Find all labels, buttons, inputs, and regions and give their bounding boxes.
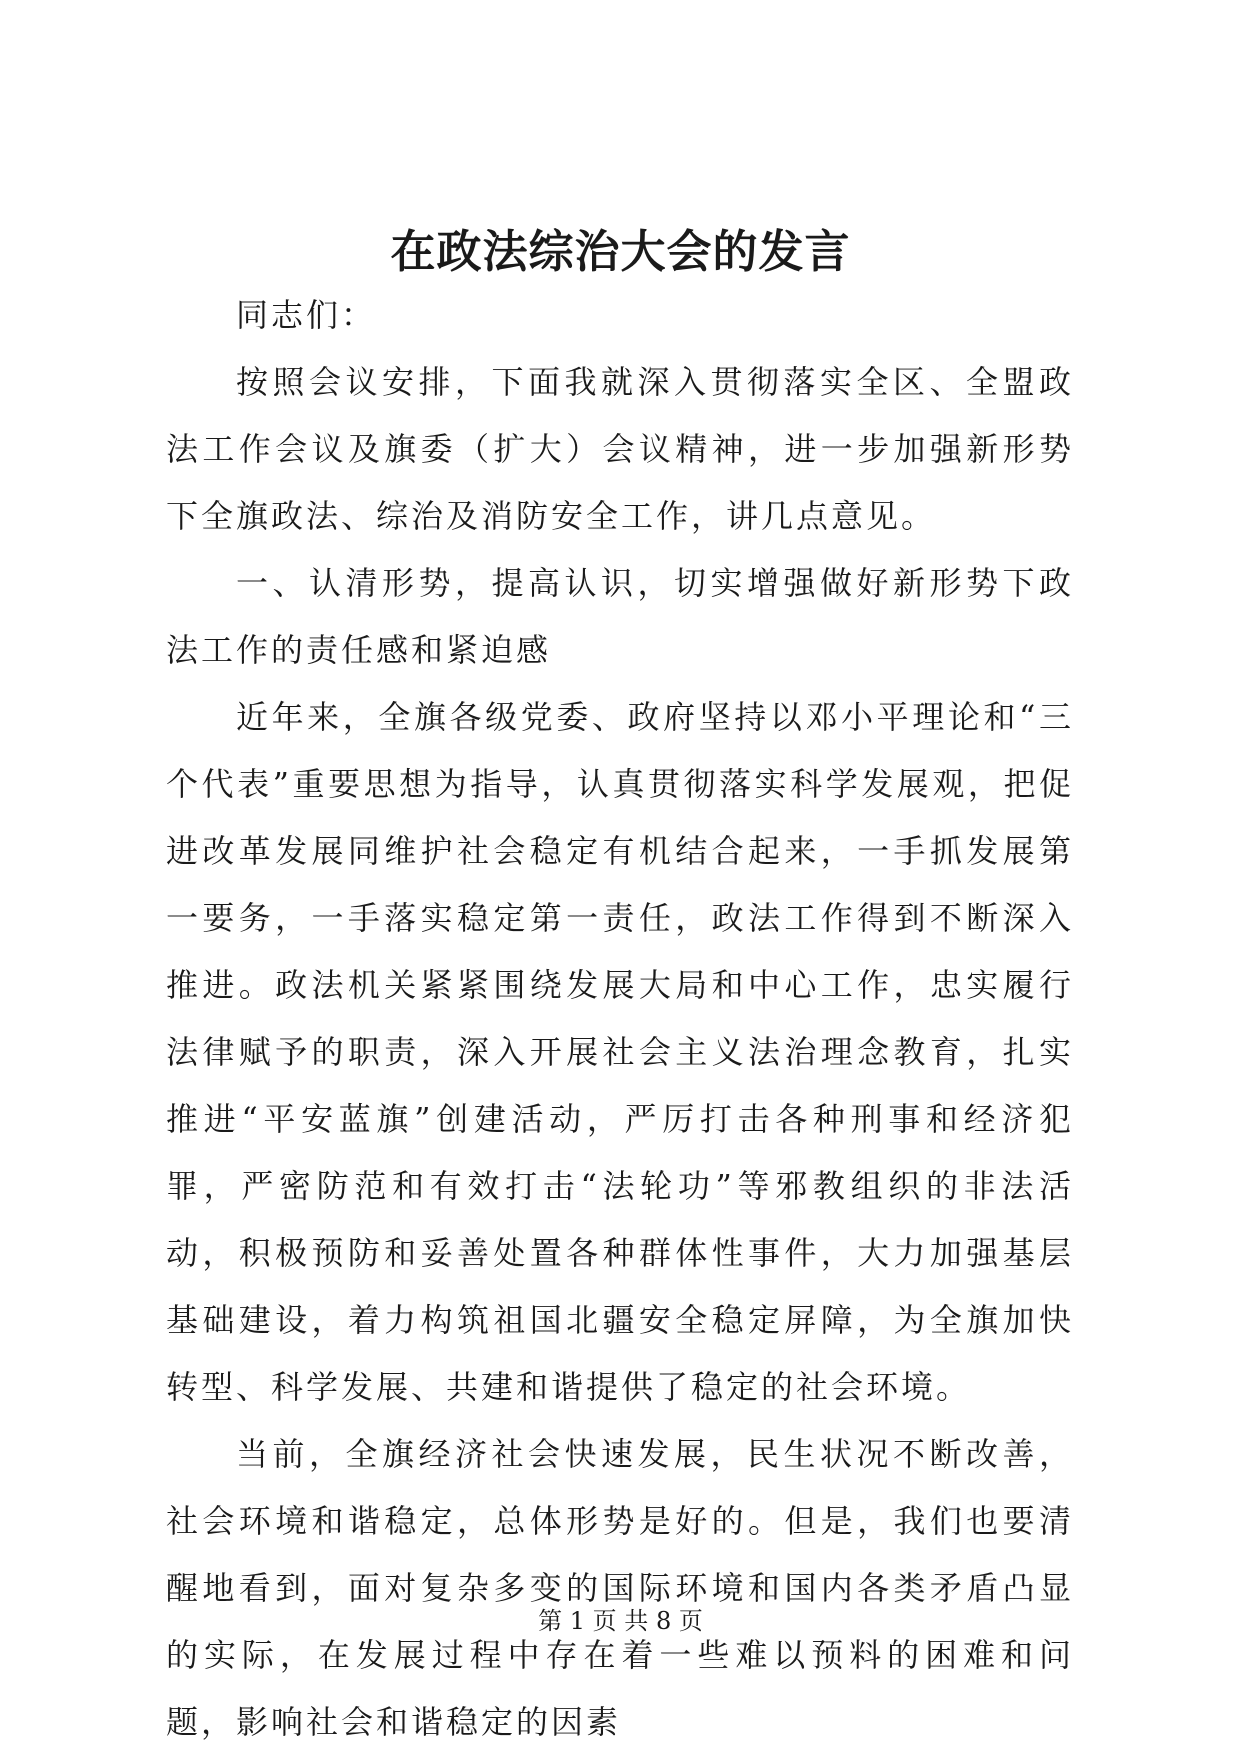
document-title: 在政法综治大会的发言 (390, 225, 851, 278)
page-footer: 第 1 页 共 8 页 (538, 1607, 703, 1635)
paragraph-intro: 按照会议安排，下面我就深入贯彻落实全区、全盟政法工作会议及旗委（扩大）会议精神，进一步加强新形势下全旗政法、综治及消防安全工作，讲几点意见。 (166, 363, 1074, 535)
paragraph-current-situation: 当前，全旗经济社会快速发展，民生状况不断改善，社会环境和谐稳定，总体形势是好的。但是，我们也要清醒地看到，面对复杂多变的国际环境和国内各类矛盾凸显的实际，在发展过程中存在着一些难以预料的困难和问题，影响社会和谐稳定的因素 (166, 1435, 1074, 1741)
document-body (166, 282, 1074, 1756)
section-heading-1: 一、认清形势，提高认识，切实增强做好新形势下政法工作的责任感和紧迫感 (166, 564, 1074, 669)
paragraph-achievements: 近年来，全旗各级党委、政府坚持以邓小平理论和“三个代表”重要思想为指导，认真贯彻落实科学发展观，把促进改革发展同维护社会稳定有机结合起来，一手抓发展第一要务，一手落实稳定第一责任，政法工作得到不断深入推进。政法机关紧紧围绕发展大局和中心工作，忠实履行法律赋予的职责，深入开展社会主义法治理念教育，扎实推进“平安蓝旗”创建活动，严厉打击各种刑事和经济犯罪，严密防范和有效打击“法轮功”等邪教组织的非法活动，积极预防和妥善处置各种群体性事件，大力加强基层基础建设，着力构筑祖国北疆安全稳定屏障，为全旗加快转型、科学发展、共建和谐提供了稳定的社会环境。 (166, 698, 1074, 1406)
salutation: 同志们： (236, 296, 377, 334)
